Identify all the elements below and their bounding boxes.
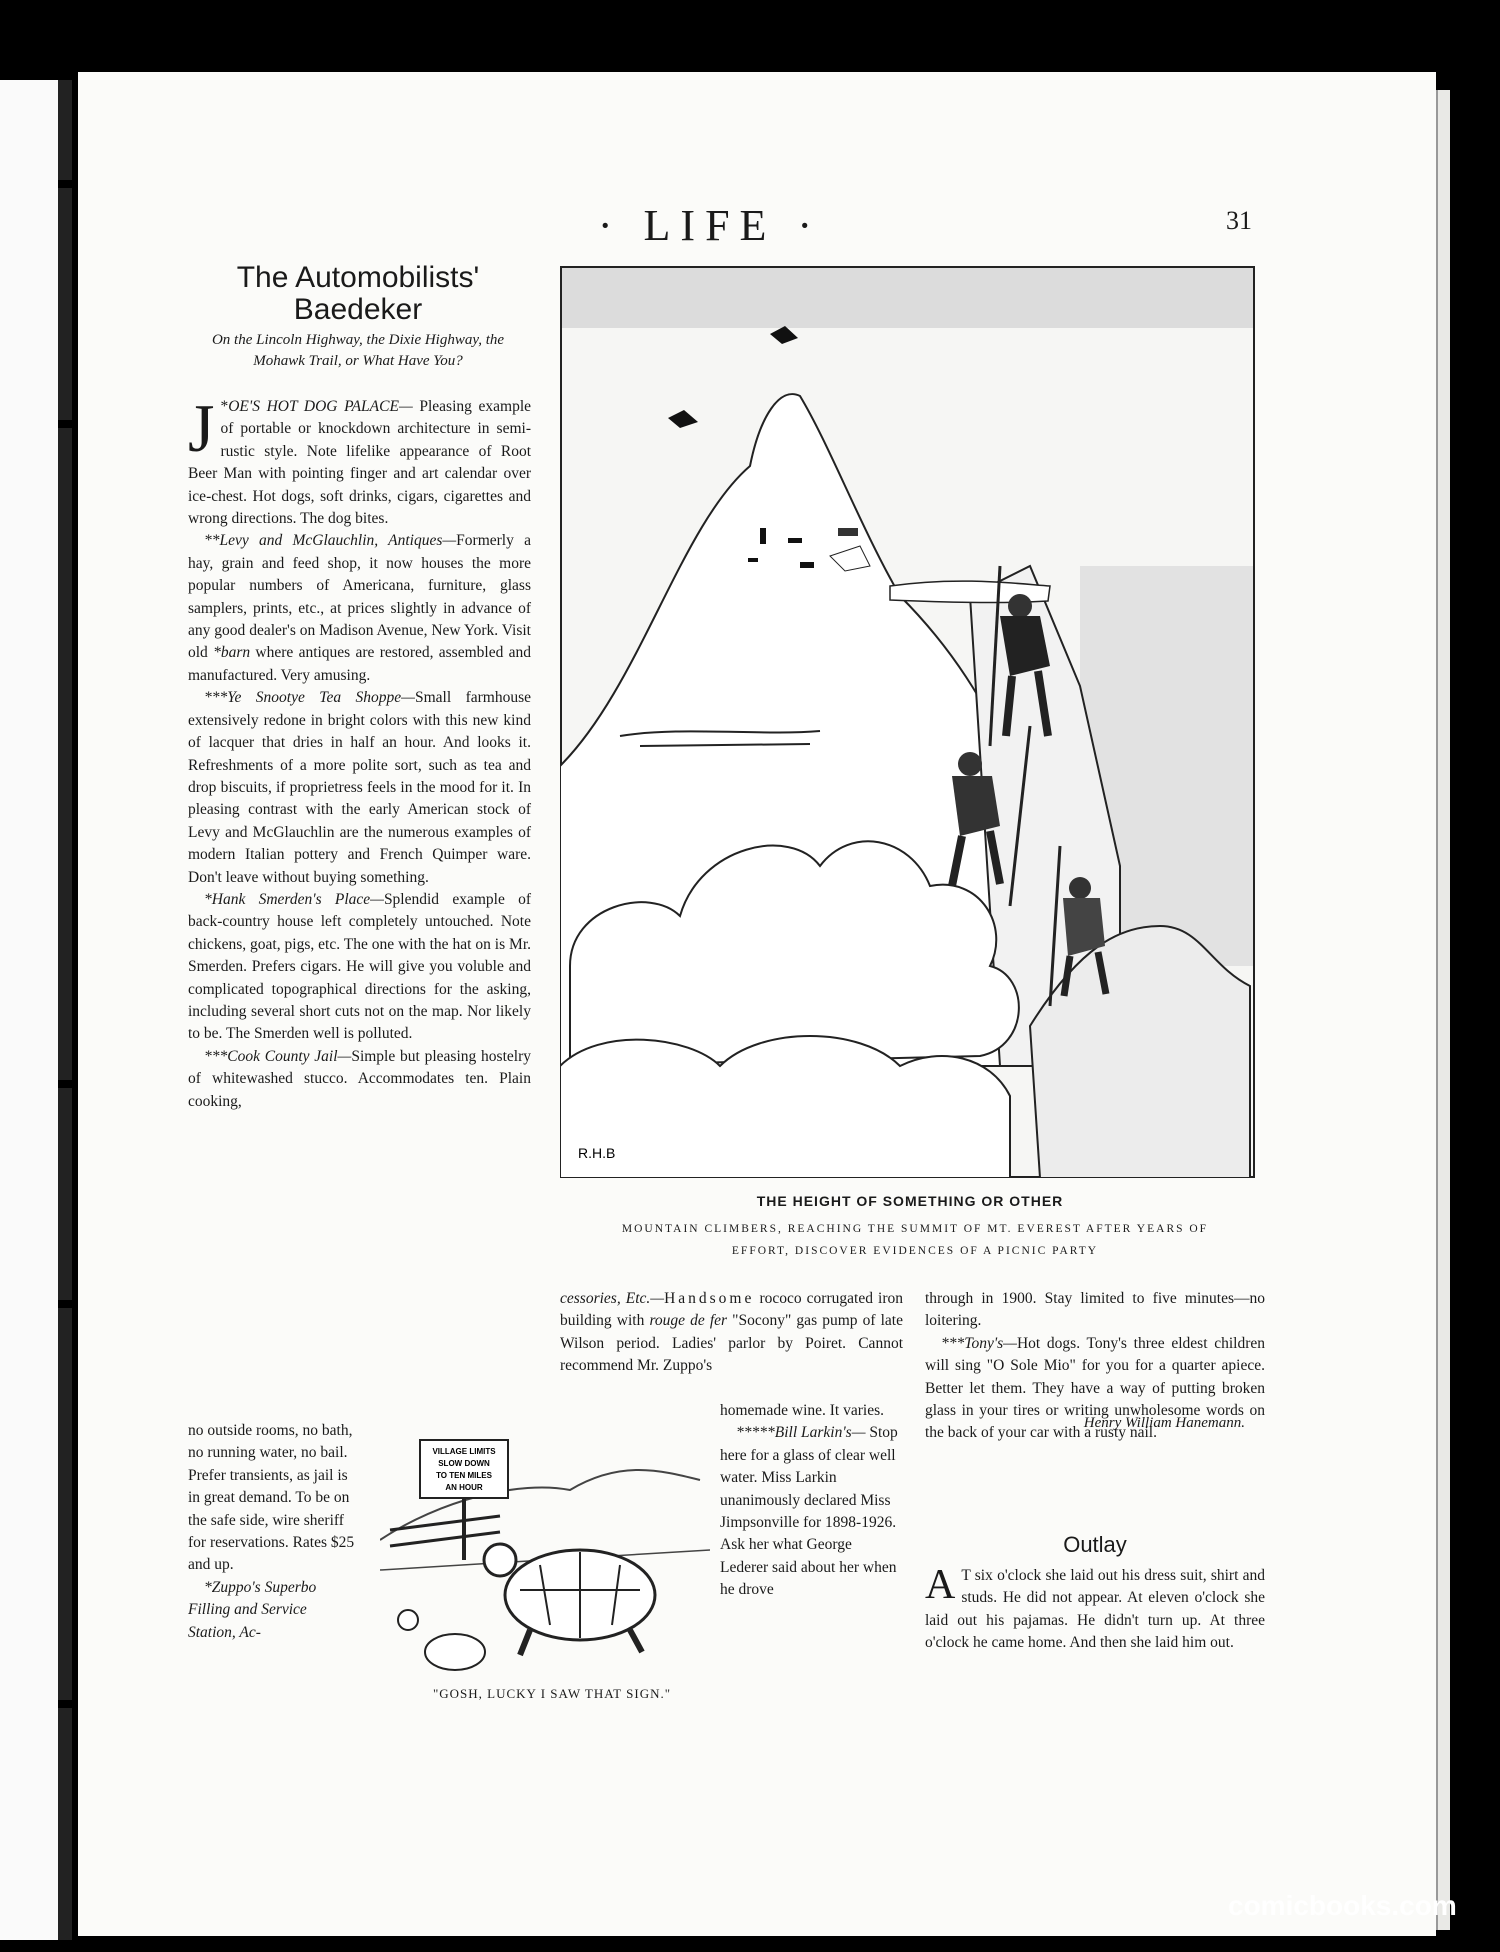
column-1 [188, 390, 532, 1113]
entry-text: T six o'clock she laid out his dress suit, shirt and studs. He did not appear. At eleven o'clock she laid out his pajamas. He didn't turn up. At three o'clock he came home. And then she laid him out. [925, 1567, 1265, 1652]
spine-stitch [58, 180, 74, 188]
entry-text: *barn [213, 644, 251, 662]
page-edge [1436, 90, 1450, 1930]
entry-name: ***Cook County Jail— [204, 1047, 352, 1065]
turtle-caption: "GOSH, LUCKY I SAW THAT SIGN." [432, 1686, 672, 1701]
entry-text: no outside rooms, no bath, no running water, no bail. Prefer transients, as jail is in great demand. To be on the safe side, wire sheriff for reservations. Rates $25 and up. [188, 1422, 355, 1574]
entry-text: rococo corrugated iron building with [560, 1290, 903, 1330]
entry-text: Stop here for a glass of clear well water. Miss Larkin unanimously declared Miss Jimpsonville for 1898-1926. Ask her what George Lederer said about her when he drove [720, 1424, 898, 1599]
cartoon-caption-title: THE HEIGHT OF SOMETHING OR OTHER [756, 1193, 1064, 1209]
drop-cap: A [925, 1562, 956, 1608]
entry-text: homemade wine. It varies. [720, 1402, 884, 1419]
spine [58, 80, 72, 1940]
entry-name: OE'S HOT DOG PALACE— [228, 398, 413, 415]
title-line: Baedeker [293, 293, 423, 326]
entry-name: ***Tony's— [941, 1334, 1017, 1352]
entry-text: Simple but pleasing hostelry of whitewashed stucco. Accommodates ten. Plain cooking, [188, 1047, 531, 1110]
entry-name: *****Bill Larkin's— [736, 1424, 866, 1442]
caption-line: MOUNTAIN CLIMBERS, REACHING THE SUMMIT OF MT. EVEREST AFTER YEARS OF [621, 1223, 1209, 1235]
binding-margin [0, 80, 62, 1940]
cloud-bank [560, 1036, 1010, 1178]
magazine-header: · LIFE · [597, 201, 823, 250]
entry-text: where antiques are restored, assembled and manufactured. Very amusing. [188, 644, 531, 684]
page-number: 31 [1226, 206, 1252, 235]
sky-stipple [562, 268, 1253, 328]
mountain-cartoon [560, 266, 1255, 1178]
entry-text: Small farmhouse extensively redone in bright colors with this new kind of lacquer that dries in half an hour. And looks it. Refreshments of a more polite sort, such as tea and drop biscuits, if proprietress feels in the mood for it. In pleasing contrast with the early American stock of Levy and McGlauchlin are the numerous examples of modern Italian pottery and French Quimper ware. Don't leave without buying something. [188, 689, 532, 886]
title-line: The Automobilists' [236, 261, 480, 294]
entry-name: cessories, Etc.— [560, 1290, 665, 1307]
column-2 [560, 1288, 903, 1378]
caption-line: EFFORT, DISCOVER EVIDENCES OF A PICNIC PARTY [731, 1245, 1099, 1257]
column-2-narrow [720, 1400, 900, 1602]
entry-name: *Zuppo's Superbo Filling and Service Station, Ac- [188, 1578, 317, 1641]
watermark: comicbooks.com [1228, 1890, 1457, 1921]
artist-signature: R.H.B [578, 1145, 616, 1161]
spine-stitch [58, 1700, 74, 1708]
entry-name: ***Ye Snootye Tea Shoppe— [204, 689, 415, 707]
entry-text: Formerly a hay, grain and feed shop, it now houses the more popular numbers of Americana, furniture, glass samplers, prints, etc., at prices slightly in advance of any good dealer's on Madison Avenue, New York. Visit old [188, 532, 531, 662]
sign-text: TO TEN MILES [436, 1471, 492, 1480]
entry-text: "Socony" gas pump of late Wilson period. Ladies' parlor by Poiret. Cannot recommend Mr. Zuppo's [560, 1312, 903, 1375]
turtle-cartoon [380, 1420, 710, 1682]
spine-stitch [58, 1300, 74, 1308]
spine-stitch [58, 1080, 74, 1088]
entry-text: through in 1900. Stay limited to five minutes—no loitering. [925, 1290, 1265, 1330]
entry-name: **Levy and McGlauchlin, Antiques— [204, 532, 457, 550]
entry-text: Splendid example of back-country house left completely untouched. Note chickens, goat, pigs, etc. The one with the hat on is Mr. Smerden. Prefers cigars. He will give you voluble and complicated topographical directions for the asking, including several short cuts not on the map. Nor likely to be. The Smerden well is polluted. [188, 890, 531, 1043]
sign-text: SLOW DOWN [438, 1459, 490, 1468]
entry-marker: * [220, 398, 229, 415]
article-subtitle: On the Lincoln Highway, the Dixie Highway, the Mohawk Trail, or What Have You? [211, 332, 505, 369]
spine-stitch [58, 420, 74, 428]
article-title [188, 262, 528, 326]
entry-text: Pleasing example of portable or knockdown architecture in semi-rustic style. Note lifelike appearance of Root Beer Man with pointing finger and art calendar over ice-chest. Hot dogs, soft drinks, cigars, cigarettes and wrong directions. The dog bites. [188, 398, 532, 528]
entry-text: rouge de fer [649, 1312, 728, 1330]
drop-cap: J [188, 390, 215, 466]
entry-name: *Hank Smerden's Place— [204, 890, 384, 908]
outlay-text [925, 1562, 1265, 1655]
author-signature: Henry William Hanemann. [1083, 1415, 1245, 1431]
entry-text: Hot dogs. Tony's three eldest children will sing "O Sole Mio" for you for a quarter apiece. Better let them. They have a way of putting broken glass in your tires or writing unwholesome words on the back of your car with a rusty nail. [925, 1334, 1265, 1442]
cartoon-caption [560, 1218, 1270, 1262]
entry-text: Handsome [664, 1290, 755, 1307]
outlay-title: Outlay [1063, 1532, 1127, 1557]
column-1-narrow [188, 1420, 358, 1644]
sign-text: AN HOUR [445, 1483, 483, 1492]
sign-text: VILLAGE LIMITS [432, 1447, 496, 1456]
